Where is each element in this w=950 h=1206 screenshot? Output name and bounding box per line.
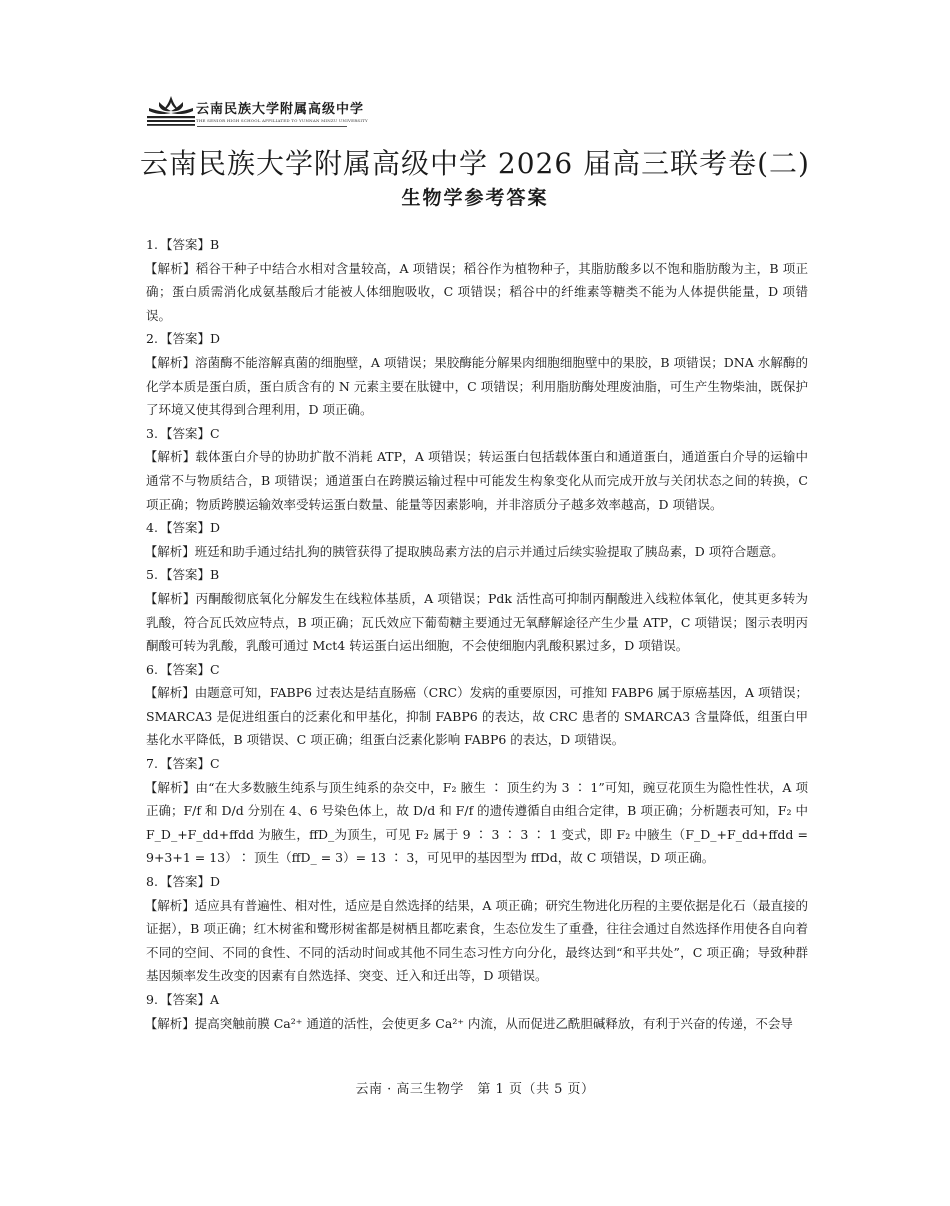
explanation: 【解析】稻谷干种子中结合水相对含量较高，A 项错误；稻谷作为植物种子，其脂肪酸多以不饱和脂肪酸为主，B 项正确；蛋白质需消化成氨基酸后才能被人体细胞吸收，C 项错误；稻谷中的纤维素等糖类不能为人体提供能量，D 项错误。 [144, 260, 808, 323]
answer-item [146, 327, 808, 421]
answer-item [146, 422, 808, 516]
answer-key: 【答案】D [160, 331, 221, 347]
answer-item [146, 658, 808, 752]
question-number: 9. [146, 992, 158, 1007]
explanation: 【解析】由题意可知，FABP6 过表达是结直肠癌（CRC）发病的重要原因，可推知 FABP6 属于原癌基因，A 项错误；SMARCA3 是促进组蛋白的泛素化和甲基化，抑制 FABP6 的表达，故 CRC 患者的 SMARCA3 含量降低，组蛋白甲基化水平降低，B 项错误、C 项正确；组蛋白泛素化影响 FABP6 的表达，D 项错误。 [144, 685, 808, 748]
answer-line [146, 658, 808, 682]
answer-key: 【答案】A [160, 992, 220, 1007]
explanation: 【解析】由“在大多数腋生纯系与顶生纯系的杂交中，F₂ 腋生 ∶ 顶生约为 3 ∶ 1”可知，豌豆花顶生为隐性性状，A 项正确；F/f 和 D/d 分别在 4、6 号染色体上，故 D/d 和 F/f 的遗传遵循自由组合定律，B 项正确；分析题表可知，F₂ 中 F_D_+F_dd+ffdd 为腋生，ffD_为顶生，可见 F₂ 属于 9 ∶ 3 ∶ 3 ∶ 1 变式，即 F₂ 中腋生（F_D_+F_dd+ffdd = 9+3+1 = 13）∶ 顶生（ffD_ = 3）= 13 ∶ 3，可见甲的基因型为 ffDd，故 C 项错误，D 项正确。 [144, 779, 808, 866]
answer-line [146, 233, 808, 257]
explanation: 【解析】丙酮酸彻底氧化分解发生在线粒体基质，A 项错误；Pdk 活性高可抑制丙酮酸进入线粒体氧化，使其更多转为乳酸，符合瓦氏效应特点，B 项正确；瓦氏效应下葡萄糖主要通过无氧酵解途径产生少量 ATP，C 项错误；图示表明丙酮酸可转为乳酸，乳酸可通过 Mct4 转运蛋白运出细胞，不会使细胞内乳酸积累过多，D 项错误。 [144, 590, 808, 654]
answer-item [146, 870, 808, 988]
answer-key: 【答案】D [160, 874, 221, 890]
answer-key: 【答案】C [160, 661, 220, 677]
question-number: 1. [146, 237, 158, 252]
answer-key: 【答案】C [160, 425, 220, 441]
page-title: 云南民族大学附属高级中学 2026 届高三联考卷(二) [140, 147, 810, 180]
answer-item [146, 988, 808, 1035]
answer-key: 【答案】B [160, 567, 220, 583]
explanation: 【解析】溶菌酶不能溶解真菌的细胞壁，A 项错误；果胶酶能分解果肉细胞细胞壁中的果胶，B 项错误；DNA 水解酶的化学本质是蛋白质，蛋白质含有的 N 元素主要在肽键中，C 项错误；利用脂肪酶处理废油脂，可生产生物柴油，既保护了环境又使其得到合理利用，D 项正确。 [144, 354, 808, 418]
answer-line [146, 516, 808, 540]
answer-line [146, 422, 808, 446]
answer-line [146, 988, 808, 1012]
explanation: 【解析】适应具有普遍性、相对性，适应是自然选择的结果，A 项正确；研究生物进化历程的主要依据是化石（最直接的证据），B 项正确；红木树雀和鹭形树雀都是树栖且都吃素食，生态位发生了重叠，往往会通过自然选择作用使各自向着不同的空间、不同的食性、不同的活动时间或其他不同生态习性方向分化，最终达到“和平共处”，C 项正确；导致种群基因频率发生改变的因素有自然选择、突变、迁入和迁出等，D 项错误。 [144, 897, 808, 984]
answer-item [146, 563, 808, 657]
question-number: 5. [146, 567, 158, 583]
answer-list [146, 233, 808, 1035]
explanation: 【解析】提高突触前膜 Ca²⁺ 通道的活性，会使更多 Ca²⁺ 内流，从而促进乙酰胆碱释放，有利于兴奋的传递，不会导 [144, 1015, 793, 1031]
question-number: 6. [146, 661, 158, 677]
question-number: 7. [146, 756, 158, 772]
explanation: 【解析】载体蛋白介导的协助扩散不消耗 ATP，A 项错误；转运蛋白包括载体蛋白和通道蛋白，通道蛋白介导的运输中通常不与物质结合，B 项错误；通道蛋白在跨膜运输过程中可能发生构象变化从而完成开放与关闭状态之间的转换，C 项正确；物质跨膜运输效率受转运蛋白数量、能量等因素影响，并非溶质分子越多效率越高，D 项错误。 [144, 449, 808, 512]
logo-name: 云南民族大学附属高级中学 [196, 102, 365, 117]
page-subtitle: 生物学参考答案 [401, 187, 549, 209]
page-footer: 云南 · 高三生物学 第 1 页（共 5 页） [355, 1082, 595, 1097]
answer-item [146, 233, 808, 327]
answer-key: 【答案】C [160, 756, 220, 772]
answer-item [146, 752, 808, 870]
answer-line [146, 870, 808, 894]
question-number: 3. [146, 425, 158, 441]
question-number: 2. [146, 331, 158, 347]
answer-item [146, 516, 808, 563]
question-number: 8. [146, 874, 158, 890]
question-number: 4. [146, 520, 158, 536]
answer-key: 【答案】D [160, 520, 221, 536]
answer-line [146, 327, 808, 351]
logo-subtitle: THE SENIOR HIGH SCHOOL AFFILIATED TO YUNNAN MINZU UNIVERSITY [196, 118, 368, 123]
answer-line [146, 563, 808, 587]
answer-key: 【答案】B [160, 237, 220, 252]
explanation: 【解析】班廷和助手通过结扎狗的胰管获得了提取胰岛素方法的启示并通过后续实验提取了胰岛素，D 项符合题意。 [144, 543, 784, 559]
answer-line [146, 752, 808, 776]
